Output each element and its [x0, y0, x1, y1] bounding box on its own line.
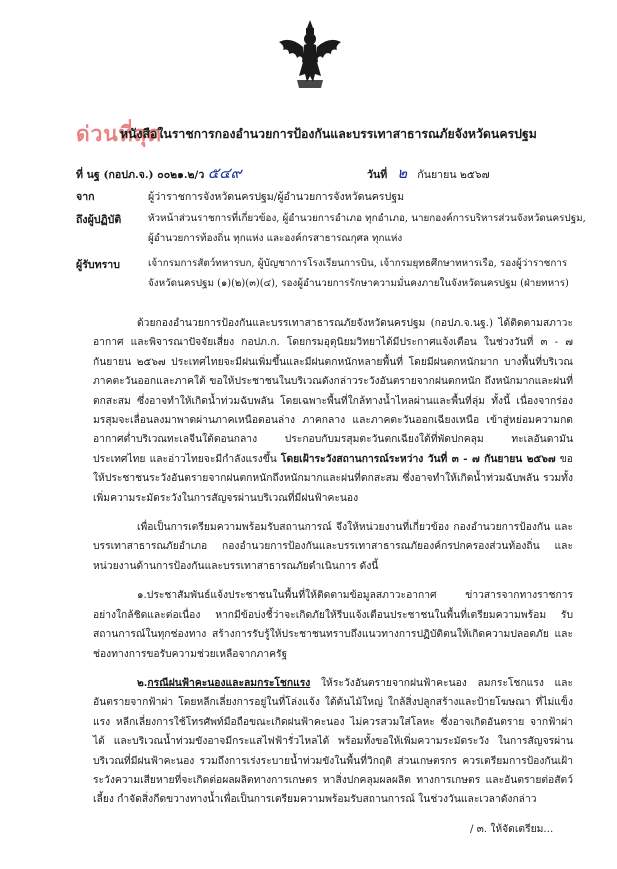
to-line-1: หัวหน้าส่วนราชการที่เกี่ยวข้อง, ผู้อำนวยการอำเภอ ทุกอำเภอ, นายกองค์การบริหารส่วนจังหวัดนครปฐม,	[148, 213, 586, 224]
to-label: ถึงผู้ปฏิบัติ	[76, 214, 122, 226]
from-label: จาก	[76, 191, 95, 203]
cc-line-2: จังหวัดนครปฐม (๑)(๒)(๓)(๔), รองผู้อำนวยการรักษาความมั่นคงภายในจังหวัดนครปฐม (ฝ่ายทหาร)	[148, 278, 569, 289]
reference-number: ๕๔๙	[207, 164, 242, 182]
reference-prefix: ที่ นฐ (กอปภ.จ.) ๐๐๒๑.๒/ว	[76, 169, 205, 181]
from-line	[76, 188, 95, 205]
continued-marker: / ๓. ให้จัดเตรียม...	[470, 823, 554, 835]
cc-line-1: เจ้ากรมการสัตว์ทหารบก, ผู้บัญชาการโรงเรียนการบิน, เจ้ากรมยุทธศึกษาทหารเรือ, รองผู้ว่าราชการ	[148, 258, 568, 269]
garuda-emblem-icon	[277, 18, 343, 90]
to-line-2: ผู้อำนวยการท้องถิ่น ทุกแห่ง และองค์กรสาธารณกุศล ทุกแห่ง	[148, 233, 403, 244]
cc-label: ผู้รับทราบ	[76, 259, 120, 271]
date-month-year: กันยายน ๒๕๖๗	[417, 169, 490, 181]
reference-line	[76, 161, 241, 185]
document-body	[93, 314, 573, 810]
date-day: ๒	[397, 164, 408, 182]
date-label: วันที่	[367, 169, 388, 181]
paragraph-1-emphasis: โดยเฝ้าระวังสถานการณ์ระหว่าง วันที่ ๓ - ๗ กันยายน ๒๕๖๗	[280, 452, 556, 465]
document-title: หนังสือในราชการกองอำนวยการป้องกันและบรรเทาสาธารณภัยจังหวัดนครปฐม	[120, 126, 537, 141]
paragraph-3: ๑.ประชาสัมพันธ์แจ้งประชาชนในพื้นที่ให้ติดตามข้อมูลสภาวะอากาศ ข่าวสารจากทางราชการ อย่างใกล้ชิดและต่อเนื่อง หากมีข้อบ่งชี้ว่าจะเกิดภัยให้รีบแจ้งเตือนประชาชนในพื้นที่เตรียมความพร้อม รับสถานการณ์ในทุกช่องทาง สร้างการรับรู้ให้ประชาชนทราบถึงแนวทางการปฏิบัติตนให้เกิดความปลอดภัย และช่องทางการขอรับความช่วยเหลือจากภาครัฐ	[93, 589, 573, 660]
paragraph-4-heading: กรณีฝนฟ้าคะนองและลมกระโชกแรง	[147, 676, 311, 689]
paragraph-2: เพื่อเป็นการเตรียมความพร้อมรับสถานการณ์ จึงให้หน่วยงานที่เกี่ยวข้อง กองอำนวยการป้องกัน และบรรเทาสาธารณภัยอำเภอ กองอำนวยการป้องกันและบรรเทาสาธารณภัยองค์กรปกครองส่วนท้องถิ่น และหน่วยงานด้านการป้องกันและบรรเทาสาธารณภัยดำเนินการ ดังนี้	[93, 521, 573, 572]
from-value: ผู้ว่าราชการจังหวัดนครปฐม/ผู้อำนวยการจังหวัดนครปฐม	[148, 191, 405, 203]
urgent-stamp: ด่วนที่สุด	[76, 121, 163, 146]
date-line	[367, 161, 490, 185]
paragraph-4: ๒.กรณีฝนฟ้าคะนองและลมกระโชกแรง ให้ระวังอันตรายจากฝนฟ้าคะนอง ลมกระโชกแรง และอันตรายจากฟ้าผ่า โดยหลีกเลี่ยงการอยู่ในที่โล่งแจ้ง ใต้ต้นไม้ใหญ่ ใกล้สิ่งปลูกสร้างและป้ายโฆษณา ที่ไม่แข็งแรง หลีกเลี่ยงการใช้โทรศัพท์มือถือขณะเกิดฝนฟ้าคะนอง ไม่ควรสวมใส่โลหะ ซึ่งอาจเกิดอันตราย จากฟ้าผ่าได้ และบริเวณน้ำท่วมขังอาจมีกระแสไฟฟ้ารั่วไหลได้ พร้อมทั้งขอให้เพิ่มความระมัดระวัง ในการสัญจรผ่านบริเวณที่มีฝนฟ้าคะนอง รวมถึงการเร่งระบายน้ำท่วมขังในพื้นที่วิกฤติ ส่วนเกษตรกร ควรเตรียมการป้องกันเฝ้าระวังความเสียหายที่จะเกิดต่อผลผลิตทางการเกษตร หาสิ่งปกคลุมผลผลิต ทางการเกษตร และอันตรายต่อสัตว์เลี้ยง กำจัดสิ่งกีดขวางทางน้ำเพื่อเป็นการเตรียมความพร้อมรับสถานการณ์ ในช่วงวันและเวลาดังกล่าว	[93, 676, 573, 806]
paragraph-1: ด้วยกองอำนวยการป้องกันและบรรเทาสาธารณภัยจังหวัดนครปฐม (กอปภ.จ.นฐ.) ได้ติดตามสภาวะอากาศ และพิจารณาปัจจัยเสี่ยง กอปภ.ก. โดยกรมอุตุนิยมวิทยาได้มีประกาศแจ้งเตือน ในช่วงวันที่ ๓ - ๗ กันยายน ๒๕๖๗ ประเทศไทยจะมีฝนเพิ่มขึ้นและมีฝนตกหนักหลายพื้นที่ โดยมีฝนตกหนักมาก บางพื้นที่บริเวณภาคตะวันออกและภาคใต้ ขอให้ประชาชนในบริเวณดังกล่าวระวังอันตรายจากฝนตกหนัก ถึงหนักมากและฝนที่ตกสะสม ซึ่งอาจทำให้เกิดน้ำท่วมฉับพลัน โดยเฉพาะพื้นที่ใกล้ทางน้ำไหลผ่านและพื้นที่ลุ่ม ทั้งนี้ เนื่องจากร่องมรสุมจะเลื่อนลงมาพาดผ่านภาคเหนือตอนล่าง ภาคกลาง และภาคตะวันออกเฉียงเหนือ เข้าสู่หย่อมความกดอากาศต่ำบริเวณทะเลจีนใต้ตอนกลาง ประกอบกับมรสุมตะวันตกเฉียงใต้ที่พัดปกคลุม ทะเลอันดามัน ประเทศไทย และอ่าวไทยจะมีกำลังแรงขึ้น โดยเฝ้าระวังสถานการณ์ระหว่าง วันที่ ๓ - ๗ กันยายน ๒๕๖๗ ขอให้ประชาชนระวังอันตรายจากฝนตกหนักถึงหนักมากและฝนที่ตกสะสม ซึ่งอาจทำให้เกิดน้ำท่วมฉับพลัน รวมทั้งเพิ่มความระมัดระวังในการสัญจรผ่านบริเวณที่มีฝนฟ้าคะนอง	[93, 317, 573, 504]
